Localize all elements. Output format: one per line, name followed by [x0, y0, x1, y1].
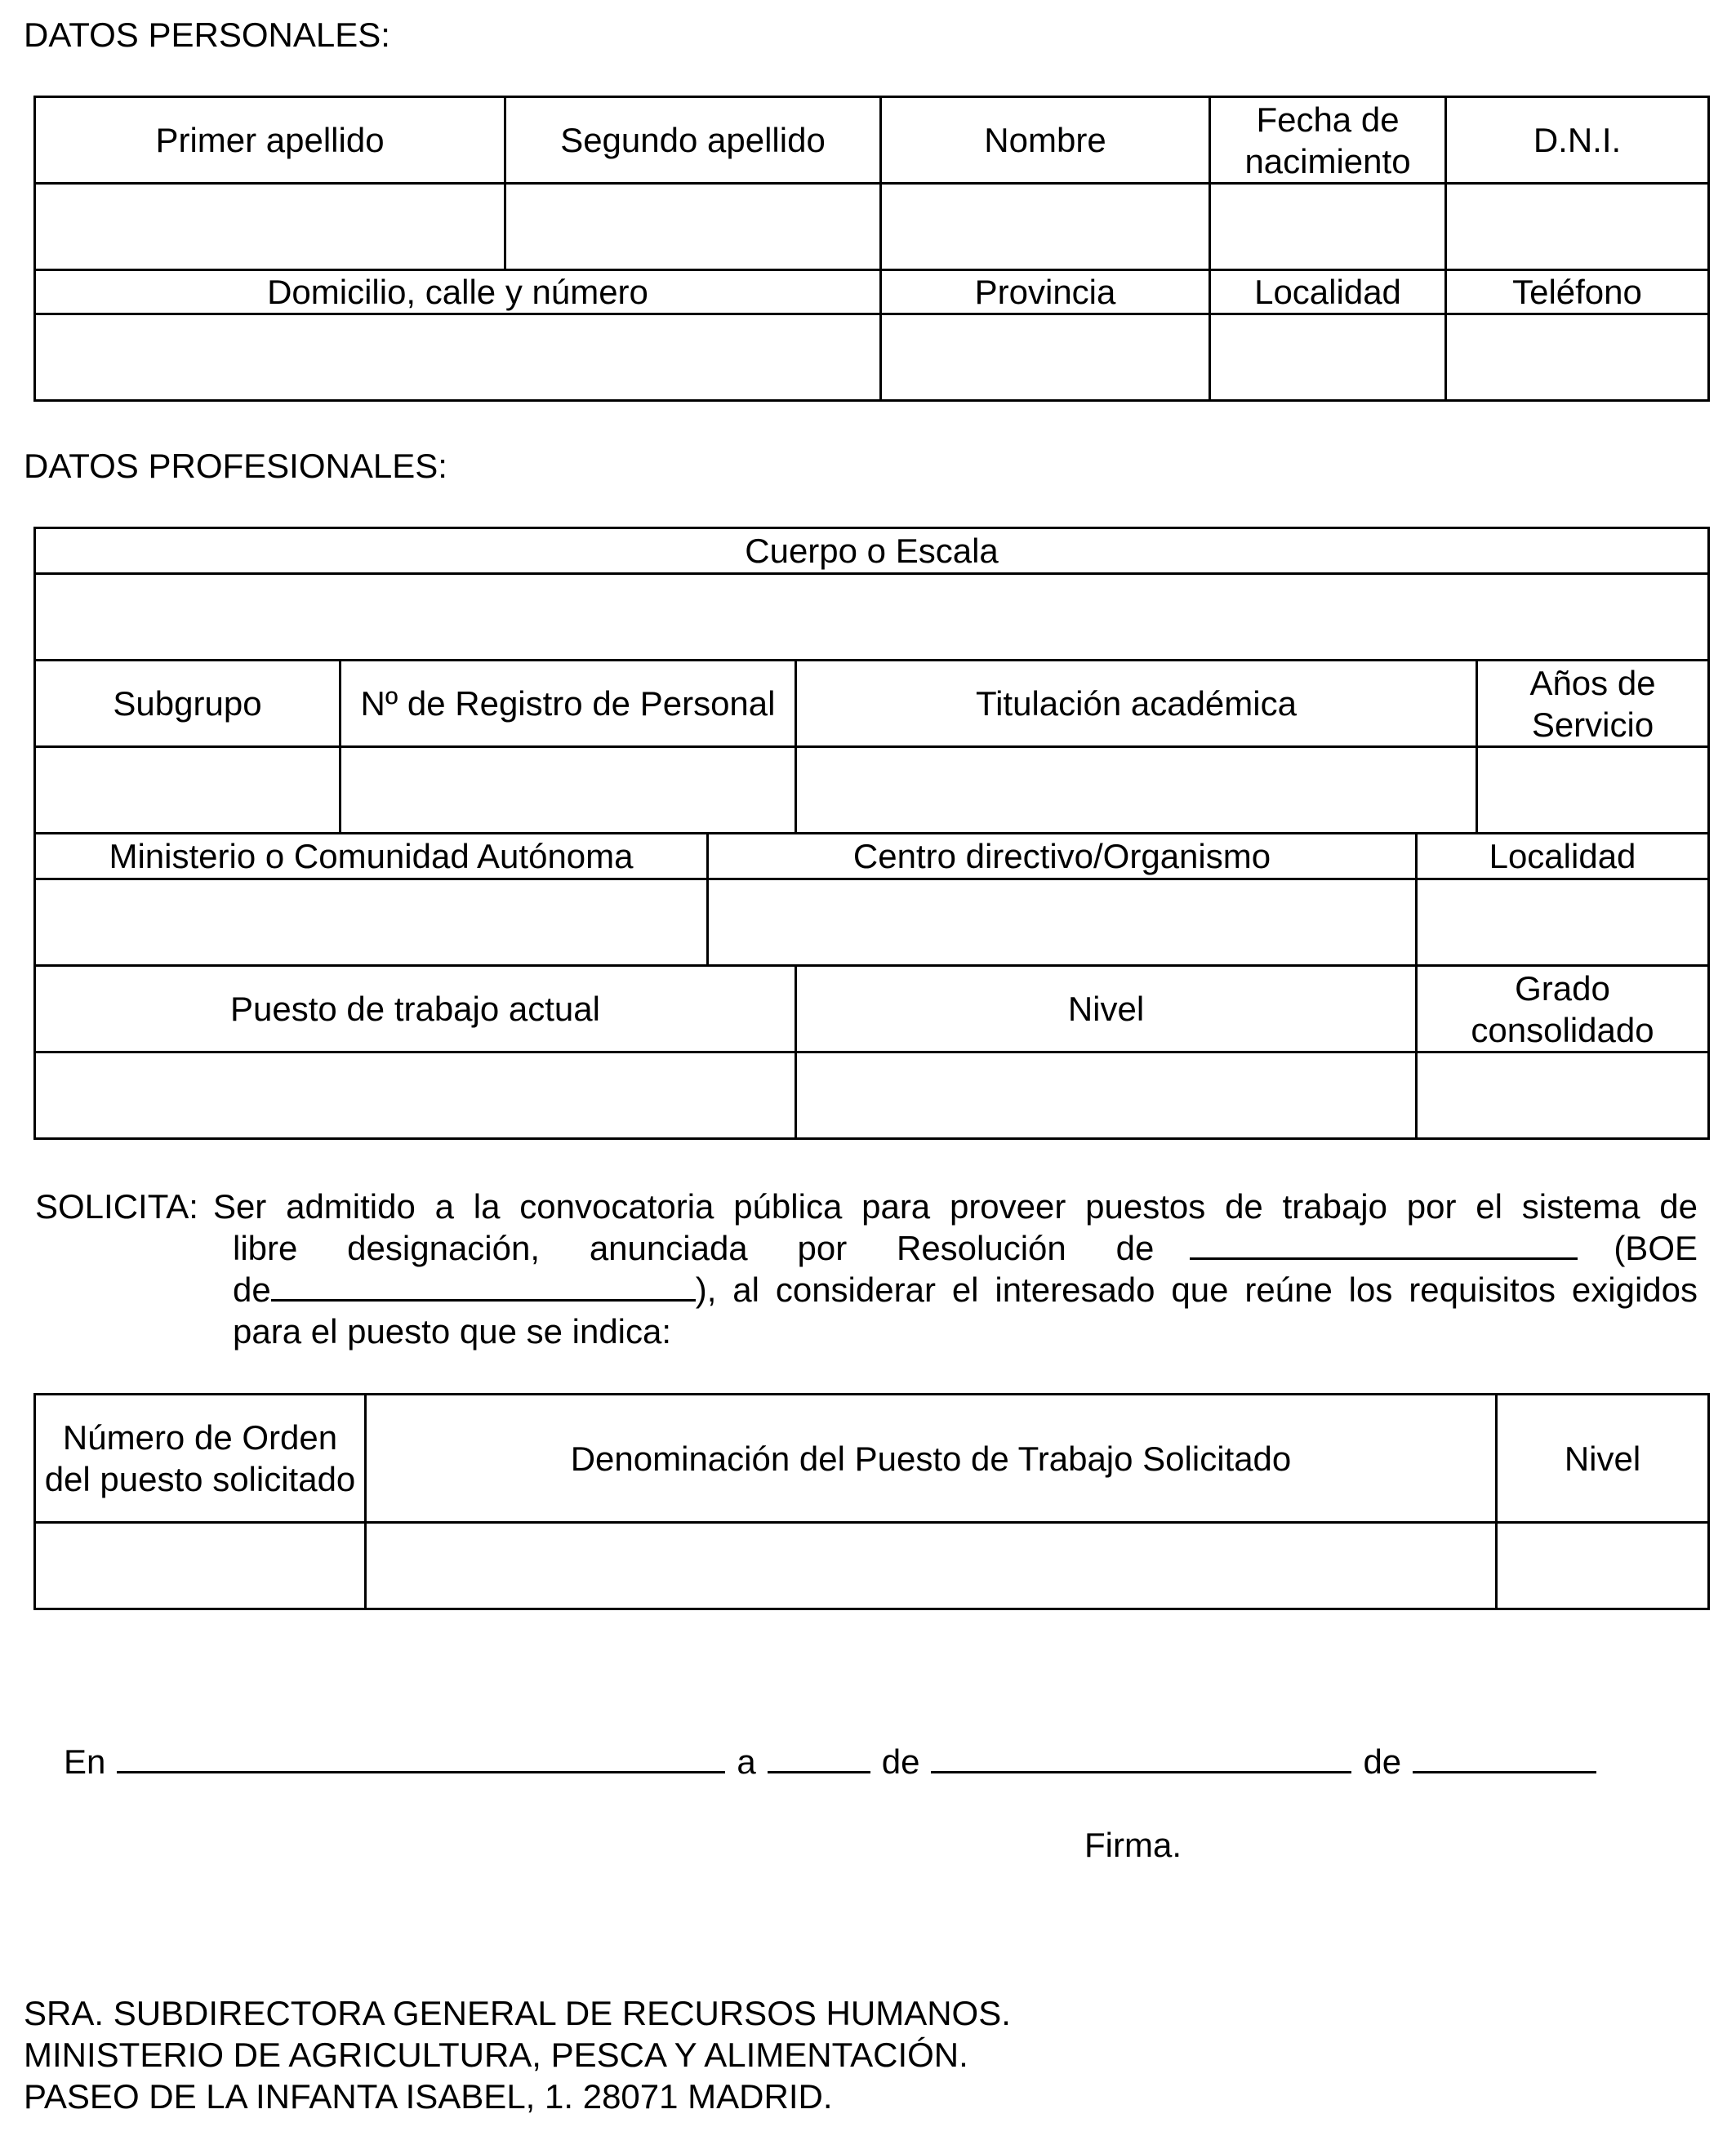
- field-grado-consolidado[interactable]: [1417, 1052, 1709, 1139]
- field-localidad[interactable]: [1210, 314, 1446, 401]
- field-registro-personal[interactable]: [341, 747, 796, 834]
- field-centro-directivo[interactable]: [708, 879, 1417, 966]
- solicita-line-3-start: de: [233, 1270, 271, 1309]
- header-nombre: Nombre: [881, 97, 1210, 184]
- day-blank[interactable]: [768, 1742, 870, 1773]
- field-ministerio[interactable]: [35, 879, 708, 966]
- date-en-label: En: [64, 1742, 106, 1781]
- field-numero-orden[interactable]: [35, 1523, 366, 1609]
- date-a-label: a: [737, 1742, 756, 1781]
- date-de-label-1: de: [881, 1742, 920, 1781]
- address-line-3: PASEO DE LA INFANTA ISABEL, 1. 28071 MADRID.: [24, 2077, 833, 2116]
- header-cuerpo-escala: Cuerpo o Escala: [35, 528, 1709, 574]
- solicita-line-3-end: ), al considerar el interesado que reúne los requisitos exigidos: [695, 1270, 1698, 1309]
- solicita-line-2: libre designación, anunciada por Resolución de: [233, 1229, 1155, 1267]
- field-nombre[interactable]: [881, 184, 1210, 270]
- header-anos-servicio: Años de Servicio: [1477, 661, 1709, 747]
- header-titulacion: Titulación académica: [796, 661, 1477, 747]
- header-subgrupo: Subgrupo: [35, 661, 341, 747]
- recipient-address: [24, 1992, 1011, 2117]
- field-anos-servicio[interactable]: [1477, 747, 1709, 834]
- header-grado-consolidado: Grado consolidado: [1417, 966, 1709, 1052]
- header-centro-directivo: Centro directivo/Organismo: [708, 834, 1417, 879]
- section-heading-personal: DATOS PERSONALES:: [24, 16, 390, 54]
- address-line-1: SRA. SUBDIRECTORA GENERAL DE RECURSOS HUMANOS.: [24, 1994, 1011, 2032]
- header-nivel: Nivel: [796, 966, 1417, 1052]
- header-ministerio: Ministerio o Comunidad Autónoma: [35, 834, 708, 879]
- header-fecha-nacimiento: Fecha de nacimiento: [1210, 97, 1446, 184]
- place-blank[interactable]: [117, 1742, 725, 1773]
- field-segundo-apellido[interactable]: [505, 184, 881, 270]
- field-subgrupo[interactable]: [35, 747, 341, 834]
- header-telefono: Teléfono: [1446, 270, 1709, 314]
- field-dni[interactable]: [1446, 184, 1709, 270]
- header-registro-personal: Nº de Registro de Personal: [341, 661, 796, 747]
- field-cuerpo-escala[interactable]: [35, 574, 1709, 661]
- request-table: [33, 1393, 1710, 1610]
- header-denominacion: Denominación del Puesto de Trabajo Solicitado: [366, 1395, 1497, 1523]
- field-fecha-nacimiento[interactable]: [1210, 184, 1446, 270]
- solicita-boe: (BOE: [1614, 1229, 1698, 1267]
- month-blank[interactable]: [931, 1742, 1351, 1773]
- header-localidad: Localidad: [1210, 270, 1446, 314]
- field-titulacion[interactable]: [796, 747, 1477, 834]
- resolucion-date-blank[interactable]: [1190, 1228, 1578, 1260]
- professional-data-table: [33, 527, 1710, 1140]
- header-numero-orden: Número de Orden del puesto solicitado: [35, 1395, 366, 1523]
- field-provincia[interactable]: [881, 314, 1210, 401]
- field-domicilio[interactable]: [35, 314, 881, 401]
- solicita-line-4: para el puesto que se indica:: [233, 1312, 672, 1351]
- header-primer-apellido: Primer apellido: [35, 97, 505, 184]
- field-nivel-solicitado[interactable]: [1497, 1523, 1709, 1609]
- solicita-label: SOLICITA:: [35, 1187, 198, 1226]
- header-localidad-prof: Localidad: [1417, 834, 1709, 879]
- boe-date-blank[interactable]: [271, 1270, 696, 1302]
- section-heading-professional: DATOS PROFESIONALES:: [24, 447, 447, 485]
- date-de-label-2: de: [1363, 1742, 1402, 1781]
- address-line-2: MINISTERIO DE AGRICULTURA, PESCA Y ALIMENTACIÓN.: [24, 2036, 968, 2074]
- header-dni: D.N.I.: [1446, 97, 1709, 184]
- field-nivel[interactable]: [796, 1052, 1417, 1139]
- date-line: [64, 1742, 1596, 1782]
- field-puesto-actual[interactable]: [35, 1052, 796, 1139]
- signature-label: Firma.: [1084, 1826, 1182, 1864]
- header-nivel-solicitado: Nivel: [1497, 1395, 1709, 1523]
- personal-data-table: [33, 96, 1710, 402]
- field-denominacion[interactable]: [366, 1523, 1497, 1609]
- header-segundo-apellido: Segundo apellido: [505, 97, 881, 184]
- field-localidad-prof[interactable]: [1417, 879, 1709, 966]
- year-blank[interactable]: [1413, 1742, 1596, 1773]
- header-provincia: Provincia: [881, 270, 1210, 314]
- header-puesto-actual: Puesto de trabajo actual: [35, 966, 796, 1052]
- solicita-line-1: Ser admitido a la convocatoria pública para proveer puestos de trabajo por el sistema de: [212, 1187, 1698, 1226]
- header-domicilio: Domicilio, calle y número: [35, 270, 881, 314]
- solicita-paragraph: [35, 1186, 1698, 1352]
- field-primer-apellido[interactable]: [35, 184, 505, 270]
- field-telefono[interactable]: [1446, 314, 1709, 401]
